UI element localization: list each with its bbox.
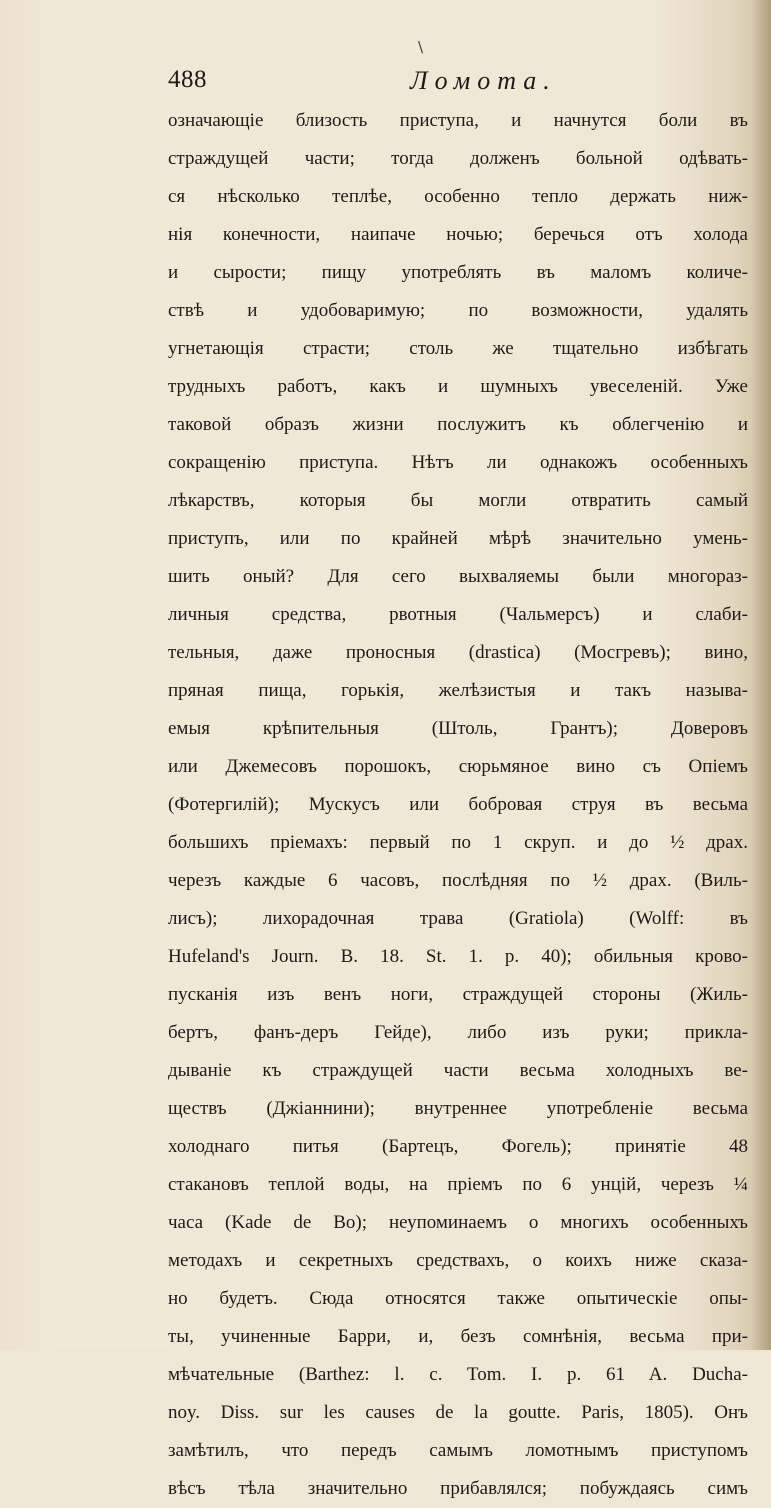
text-line: бертъ, фанъ-деръ Гейде), либо изъ руки; прикла- [168, 1022, 748, 1043]
page-gutter-shadow [751, 0, 771, 1350]
text-line: черезъ каждые 6 часовъ, послѣдняя по ½ драх. (Виль- [168, 870, 748, 891]
page-number: 488 [168, 66, 207, 93]
text-line: пусканія изъ венъ ноги, страждущей стороны (Жиль- [168, 984, 748, 1005]
text-line: сокращенію приступа. Нѣтъ ли однакожъ особенныхъ [168, 452, 748, 473]
running-title: Ломота. [410, 66, 557, 95]
text-line: noy. Diss. sur les causes de la goutte. Paris, 1805). Онъ [168, 1402, 748, 1423]
text-line: (Фотергилій); Мускусъ или бобровая струя въ весьма [168, 794, 748, 815]
text-line: приступъ, или по крайней мѣрѣ значительно умень- [168, 528, 748, 549]
text-line: трудныхъ работъ, какъ и шумныхъ увеселеній. Уже [168, 376, 748, 397]
text-line: означающіе близость приступа, и начнутся боли въ [168, 110, 748, 131]
text-line: ществъ (Джіаннини); внутреннее употребленіе весьма [168, 1098, 748, 1119]
text-line: угнетающія страсти; столь же тщательно избѣгать [168, 338, 748, 359]
text-line: мѣчательные (Barthez: l. c. Tom. I. p. 61 A. Ducha- [168, 1364, 748, 1385]
text-line: личныя средства, рвотныя (Чальмерсъ) и слаби- [168, 604, 748, 625]
text-line: таковой образъ жизни послужитъ къ облегченію и [168, 414, 748, 435]
text-line: и сырости; пищу употреблять въ маломъ количе- [168, 262, 748, 283]
text-line: нія конечности, наипаче ночью; беречься отъ холода [168, 224, 748, 245]
text-line: емыя крѣпительныя (Штоль, Грантъ); Доверовъ [168, 718, 748, 739]
text-line: ся нѣсколько теплѣе, особенно тепло держать ниж- [168, 186, 748, 207]
text-line: или Джемесовъ порошокъ, сюрьмяное вино съ Опіемъ [168, 756, 748, 777]
text-line: вѣсъ тѣла значительно прибавлялся; побуждаясь симъ [168, 1478, 748, 1499]
text-line: ты, учиненные Барри, и, безъ сомнѣнія, весьма при- [168, 1326, 748, 1347]
text-line: пряная пища, горькія, желѣзистыя и такъ называ- [168, 680, 748, 701]
text-line: холоднаго питья (Бартецъ, Фогель); принятіе 48 [168, 1136, 748, 1157]
text-line: замѣтилъ, что передъ самымъ ломотнымъ приступомъ [168, 1440, 748, 1461]
text-line: методахъ и секретныхъ средствахъ, о коихъ ниже сказа- [168, 1250, 748, 1271]
text-line: шить оный? Для сего выхваляемы были многораз- [168, 566, 748, 587]
text-line: лисъ); лихорадочная трава (Gratiola) (Wolff: въ [168, 908, 748, 929]
text-line: часа (Kade de Bo); неупоминаемъ о многихъ особенныхъ [168, 1212, 748, 1233]
text-line: Hufeland's Journ. B. 18. St. 1. p. 40); обильныя крово- [168, 946, 748, 967]
text-line: ствѣ и удобоваримую; по возможности, удалять [168, 300, 748, 321]
page-header [168, 66, 748, 102]
text-line: стакановъ теплой воды, на пріемъ по 6 унцій, черезъ ¼ [168, 1174, 748, 1195]
text-line: страждущей части; тогда долженъ больной одѣвать- [168, 148, 748, 169]
text-line: тельныя, даже проносныя (drastica) (Мосгревъ); вино, [168, 642, 748, 663]
text-line: но будетъ. Сюда относятся также опытическіе опы- [168, 1288, 748, 1309]
text-line: большихъ пріемахъ: первый по 1 скруп. и до ½ драх. [168, 832, 748, 853]
body-text [168, 102, 748, 1508]
text-line: лѣкарствъ, которыя бы могли отвратить самый [168, 490, 748, 511]
printer-mark: \ [418, 38, 424, 56]
text-line: дываніе къ страждущей части весьма холодныхъ ве- [168, 1060, 748, 1081]
